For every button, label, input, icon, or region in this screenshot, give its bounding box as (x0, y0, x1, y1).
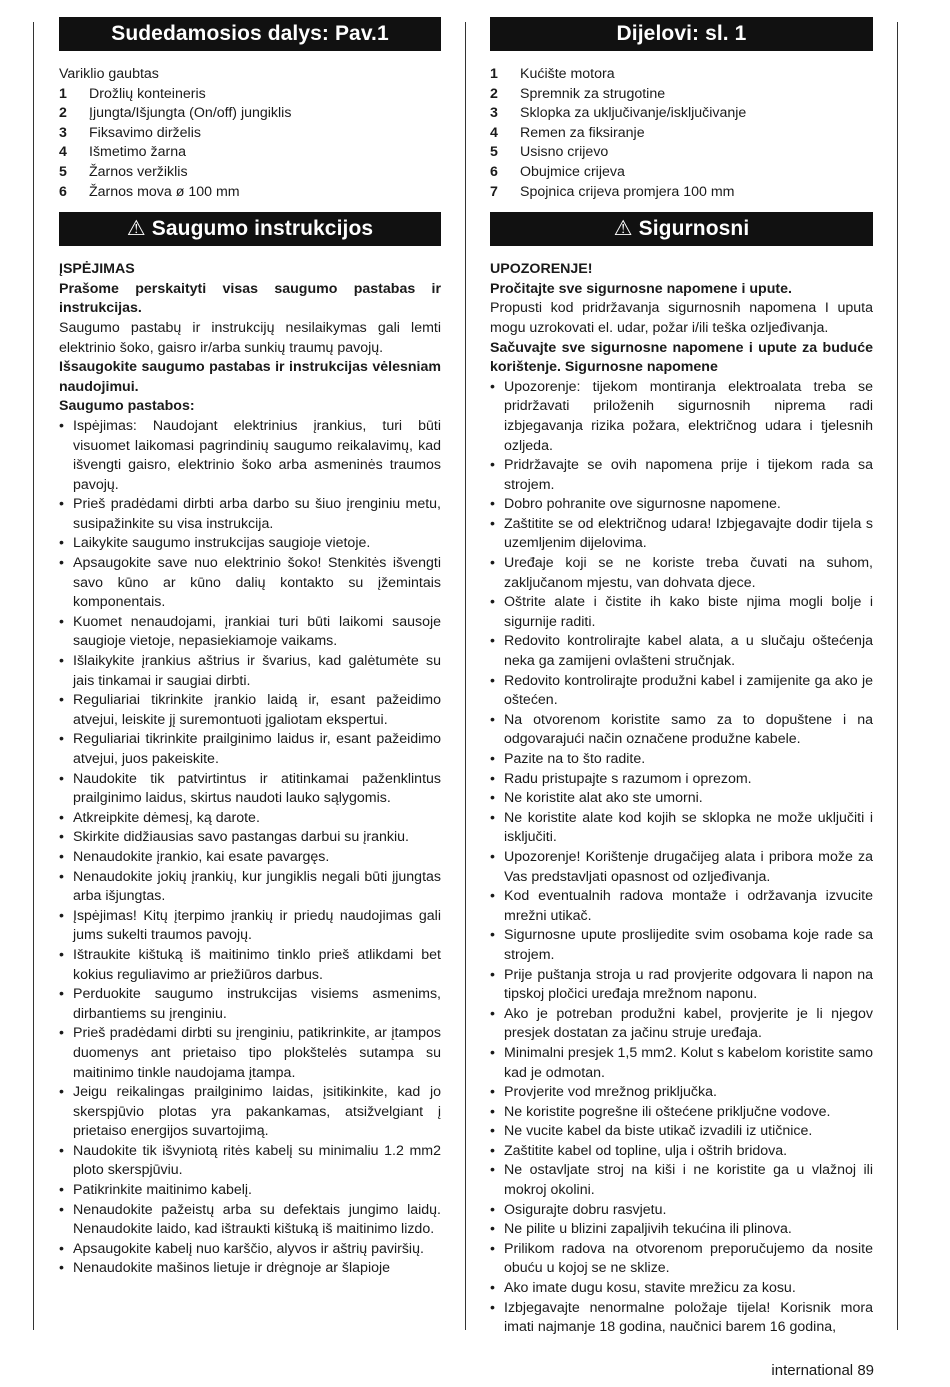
left-safety-title-bar (59, 212, 441, 246)
left-safety-block (59, 260, 441, 1279)
list-item: • Kuomet nenaudojami, įrankiai turi būti laikomi sausoje saugioje vietoje, nepasiekiamoje vaikams. (59, 613, 441, 652)
safety-notes-heading: Saugumo pastabos: (59, 398, 195, 415)
intro-bold: Pročitajte sve sigurnosne napomene i upute. (490, 280, 792, 297)
list-item: • Sigurnosne upute proslijedite svim osobama koje rade sa strojem. (490, 926, 873, 965)
list-item: 5 Usisno crijevo (490, 144, 609, 161)
list-item: • Pridržavajte se ovih napomena prije i tijekom rada sa strojem. (490, 456, 873, 495)
list-item: 2 Spremnik za strugotine (490, 85, 666, 102)
list-item: 5 Žarnos veržiklis (59, 163, 188, 180)
list-item: • Ne vucite kabel da biste utikač izvadili iz utičnice. (490, 1122, 873, 1142)
list-item: • Išlaikykite įrankius aštrius ir švarius, kad galėtumėte su jais tinkamai ir saugiai dirbti. (59, 652, 441, 691)
list-item: • Osigurajte dobru rasvjetu. (490, 1201, 873, 1221)
warning-heading: ĮSPĖJIMAS (59, 261, 135, 278)
list-item: Variklio gaubtas (59, 66, 159, 82)
list-item: • Nenaudokite įrankio, kai esate pavargęs. (59, 848, 441, 868)
list-item: • Kod eventualnih radova montaže i održavanja izvucite mrežni utikač. (490, 887, 873, 926)
list-item: 1 Kućište motora (490, 66, 615, 82)
list-item: • Redovito kontrolirajte kabel alata, a u slučaju oštećenja neka ga zamijeni ovlašteni stručnjak. (490, 632, 873, 671)
list-item: • Ne ostavljate stroj na kiši i ne koristite ga u vlažnoj ili mokroj okolini. (490, 1161, 873, 1200)
list-item: 3 Fiksavimo dirželis (59, 124, 201, 141)
list-item: • Nenaudokite jokių įrankių, kur jungiklis negali būti įjungtas arba išjungtas. (59, 868, 441, 907)
list-item: • Oštrite alate i čistite ih kako biste njima mogli bolje i sigurnije raditi. (490, 593, 873, 632)
list-item: 6 Obujmice crijeva (490, 163, 625, 180)
list-item: • Nenaudokite mašinos lietuje ir drėgnoje ar šlapioje (59, 1259, 441, 1279)
list-item: • Izbjegavajte nenormalne položaje tijela! Korisnik mora imati najmanje 18 godina, naučnici barem 16 godina, (490, 1299, 873, 1338)
warning-heading: UPOZORENJE! (490, 261, 593, 278)
left-parts-list (59, 65, 441, 202)
list-item: • Jeigu reikalingas prailginimo laidas, įsitikinkite, kad jo skerspjūvio plotas yra pakankamas, atsižvelgiant į prietaiso energijos suvartojimą. (59, 1083, 441, 1142)
list-item: • Prieš pradėdami dirbti su įrenginiu, patikrinkite, ar įtampos duomenys ant prietaiso tipo plokštelės sutampa su maitinimo tinkle naudojama įtampa. (59, 1024, 441, 1083)
left-parts-title: Sudedamosios dalys: Pav.1 (59, 17, 441, 51)
list-item: 2 Įjungta/Išjungta (On/off) jungiklis (59, 105, 292, 122)
list-item: • Provjerite vod mrežnog priključka. (490, 1083, 873, 1103)
save-instructions-note: Išsaugokite saugumo pastabas ir instrukcijas vėlesniam naudojimui. (59, 359, 441, 395)
intro-bold: Prašome perskaityti visas saugumo pastabas ir instrukcijas. (59, 280, 441, 317)
list-item: • Ako je potreban produžni kabel, provjerite je li njegov presjek dostatan za jačinu struje uređaja. (490, 1005, 873, 1044)
list-item: • Patikrinkite maitinimo kabelį. (59, 1181, 441, 1201)
list-item: 1 Drožlių konteineris (59, 85, 206, 102)
list-item: • Apsaugokite save nuo elektrinio šoko! Stenkitės išvengti savo kūno ar kūno dalių kontakto su įžemintais komponentais. (59, 554, 441, 613)
list-item: • Redovito kontrolirajte produžni kabel i zamijenite ga ako je oštećen. (490, 672, 873, 711)
center-rule (465, 22, 466, 1330)
save-instructions-note: Sačuvajte sve sigurnosne napomene i upute za buduće korištenje. Sigurnosne napomene (490, 339, 873, 376)
list-item: • Zaštitite kabel od topline, ulja i oštrih bridova. (490, 1142, 873, 1162)
list-item: • Dobro pohranite ove sigurnosne napomene. (490, 495, 873, 515)
list-item: 4 Išmetimo žarna (59, 144, 186, 161)
right-safety-title: Sigurnosni (638, 217, 750, 241)
left-margin-rule (33, 22, 34, 1330)
list-item: • Uređaje koji se ne koriste treba čuvati na suhom, zaključanom mjestu, van dohvata djece. (490, 554, 873, 593)
list-item: • Ištraukite kištuką iš maitinimo tinklo prieš atlikdami bet kokius reguliavimo ar priežiūros darbus. (59, 946, 441, 985)
list-item: 7 Spojnica crijeva promjera 100 mm (490, 183, 735, 200)
list-item: • Pazite na to što radite. (490, 750, 873, 770)
list-item: • Prieš pradėdami dirbti arba darbo su šiuo įrenginiu metu, susipažinkite su visa instrukcija. (59, 495, 441, 534)
left-bullet-list (59, 417, 441, 1279)
warning-triangle-icon: ⚠ (613, 217, 633, 241)
right-bullet-list (490, 378, 873, 1338)
list-item: • Prije puštanja stroja u rad provjerite odgovara li napon na tipskoj pločici uređaja mrežnom naponu. (490, 966, 873, 1005)
left-safety-title: Saugumo instrukcijos (151, 217, 374, 241)
list-item: • Naudokite tik patvirtintus ir atitinkamai paženklintus prailginimo laidus, skirtus naudoti lauko sąlygomis. (59, 770, 441, 809)
right-parts-list (490, 65, 873, 202)
right-safety-block (490, 260, 873, 1338)
right-safety-title-bar (490, 212, 873, 246)
list-item: 3 Sklopka za uključivanje/isključivanje (490, 105, 747, 122)
list-item: • Na otvorenom koristite samo za to dopuštene i na odgovarajući način označene produžne kabele. (490, 711, 873, 750)
list-item: • Ne koristite pogrešne ili oštećene priključne vodove. (490, 1103, 873, 1123)
list-item: • Naudokite tik išvyniotą ritės kabelį su minimaliu 1.2 mm2 ploto skerspjūviu. (59, 1142, 441, 1181)
list-item: • Radu pristupajte s razumom i oprezom. (490, 770, 873, 790)
right-column (490, 17, 873, 1338)
list-item: • Ispėjimas: Naudojant elektrinius įrankius, turi būti visuomet laikomasi pagrindinių saugumo reikalavimų, kad išvengti gaisro, elektrinio šoko arba asmeninės traumos pavojų. (59, 417, 441, 495)
list-item: • Apsaugokite kabelį nuo karščio, alyvos ir aštrių paviršių. (59, 1240, 441, 1260)
right-margin-rule (897, 22, 898, 1330)
list-item: • Perduokite saugumo instrukcijas visiems asmenims, dirbantiems su įrenginiu. (59, 985, 441, 1024)
list-item: 4 Remen za fiksiranje (490, 124, 645, 141)
right-parts-title: Dijelovi: sl. 1 (490, 17, 873, 51)
intro-text: Propusti kod pridržavanja sigurnosnih napomena I uputa mogu uzrokovati el. udar, požar i/ili teška ozljeđivanja. (490, 300, 873, 336)
list-item: • Ne koristite alat ako ste umorni. (490, 789, 873, 809)
list-item: • Minimalni presjek 1,5 mm2. Kolut s kabelom koristite samo kad je odmotan. (490, 1044, 873, 1083)
footer-label: international (771, 1362, 854, 1379)
list-item: • Prilikom radova na otvorenom preporučujemo da nosite obuću u kojoj se ne sklize. (490, 1240, 873, 1279)
list-item: • Zaštitite se od električnog udara! Izbjegavajte dodir tijela s uzemljenim dijelovima. (490, 515, 873, 554)
intro-text: Saugumo pastabų ir instrukcijų nesilaikymas gali lemti elektrinio šoko, gaisro ir/arba sunkių traumų pavojų. (59, 319, 441, 356)
list-item: • Upozorenje! Korištenje drugačijeg alata i pribora može za Vas predstavljati opasnost od ozljeđivanja. (490, 848, 873, 887)
list-item: • Ne pilite u blizini zapaljivih tekućina ili plinova. (490, 1220, 873, 1240)
list-item: • Įspėjimas! Kitų įterpimo įrankių ir priedų naudojimas gali jums sukelti traumos pavojų. (59, 907, 441, 946)
list-item: • Upozorenje: tijekom montiranja elektroalata treba se pridržavati priloženih sigurnosnih niprema radi izbjegavanja rizika požara, električnog udara i tjelesnih ozljeda. (490, 378, 873, 456)
list-item: • Laikykite saugumo instrukcijas saugioje vietoje. (59, 534, 441, 554)
list-item: • Reguliariai tikrinkite įrankio laidą ir, esant pažeidimo atvejui, leiskite jį suremontuoti įgaliotam ekspertui. (59, 691, 441, 730)
page-footer (771, 1362, 874, 1379)
left-column (59, 17, 441, 1279)
list-item: 6 Žarnos mova ø 100 mm (59, 183, 240, 200)
list-item: • Atkreipkite dėmesį, ką darote. (59, 809, 441, 829)
list-item: • Reguliariai tikrinkite prailginimo laidus ir, esant pažeidimo atvejui, juos pakeiskite. (59, 730, 441, 769)
list-item: • Nenaudokite pažeistų arba su defektais jungimo laidų. Nenaudokite laido, kad ištraukti kištuką iš maitinimo lizdo. (59, 1201, 441, 1240)
list-item: • Skirkite didžiausias savo pastangas darbui su įrankiu. (59, 828, 441, 848)
warning-triangle-icon: ⚠ (126, 217, 146, 241)
list-item: • Ne koristite alate kod kojih se sklopka ne može uključiti i isključiti. (490, 809, 873, 848)
page-number: 89 (857, 1362, 874, 1379)
list-item: • Ako imate dugu kosu, stavite mrežicu za kosu. (490, 1279, 873, 1299)
